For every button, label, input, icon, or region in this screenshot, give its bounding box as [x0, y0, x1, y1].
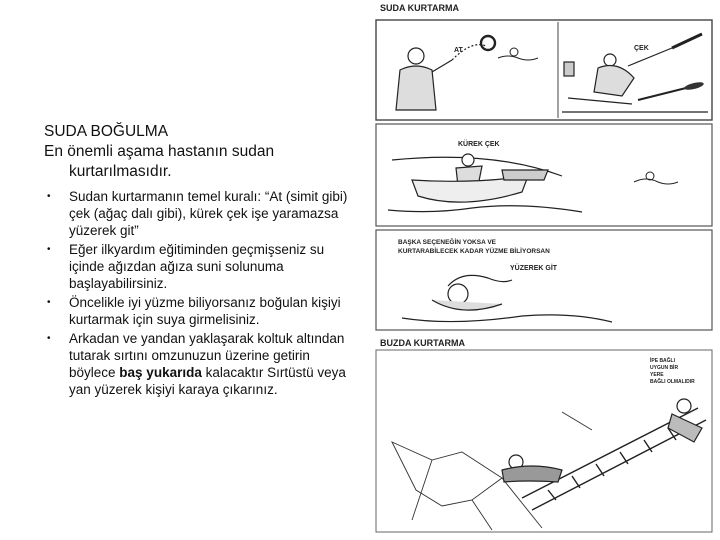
- slide-title: SUDA BOĞULMA: [44, 123, 169, 140]
- rescue-illustration-svg: [372, 0, 714, 540]
- slide-text-block: [44, 122, 354, 400]
- bullet-dot-icon: •: [47, 244, 51, 255]
- label-swim: YÜZEREK GİT: [510, 265, 558, 272]
- bullet-text: Öncelikle iyi yüzme biliyorsanız boğulan kişiyi kurtarmak için suya girmelisiniz.: [69, 295, 341, 327]
- ice-note-4: BAĞLI OLMALIDIR: [650, 379, 695, 385]
- label-pull: ÇEK: [634, 45, 649, 52]
- bullet-item: [44, 188, 354, 239]
- ice-rescue-header: BUZDA KURTARMA: [380, 338, 465, 348]
- slide-subtitle: En önemli aşama hastanın sudan: [44, 143, 275, 160]
- bullet-dot-icon: •: [47, 297, 51, 308]
- bullet-dot-icon: •: [47, 333, 51, 344]
- ice-note-3: YERE: [650, 372, 664, 378]
- slide-subtitle-cont: kurtarılmasıdır.: [69, 163, 172, 180]
- swim-note-line2: KURTARABİLECEK KADAR YÜZME BİLİYORSAN: [398, 248, 550, 255]
- bullet-dot-icon: •: [47, 191, 51, 202]
- bullet-text: : “At (simit gibi) çek (ağaç dalı gibi), kürek çek işe yaramazsa yüzerek git”: [69, 189, 348, 238]
- bullet-text: Arkadan ve yandan yaklaşarak koltuk altından tutarak sırtını omzunuzun üzerine getirin böylece: [69, 331, 345, 380]
- rescue-illustration: [372, 0, 714, 540]
- label-row: KÜREK ÇEK: [458, 141, 500, 148]
- illustration-header: SUDA KURTARMA: [380, 3, 459, 13]
- ice-note-2: UYGUN BİR: [650, 365, 679, 371]
- bullet-item: [44, 294, 354, 328]
- swim-note-line1: BAŞKA SEÇENEĞİN YOKSA VE: [398, 239, 497, 246]
- ice-note-1: İPE BAĞLI: [650, 358, 676, 364]
- bullet-emphasis: baş yukarıda: [119, 365, 202, 380]
- bullet-bold: Sudan kurtarmanın temel kuralı: [69, 189, 258, 204]
- bullet-item: [44, 330, 354, 398]
- bullet-text: Eğer ilkyardım eğitiminden geçmişseniz su içinde ağızdan ağıza suni solunuma başlayabilirsiniz.: [69, 242, 325, 291]
- bullet-list: [44, 188, 354, 398]
- label-throw: AT: [454, 47, 463, 54]
- bullet-item: [44, 241, 354, 292]
- bullet-text-tail: kalacaktır Sırtüstü veya yan yüzerek kişiyi karaya çıkarınız.: [69, 365, 346, 397]
